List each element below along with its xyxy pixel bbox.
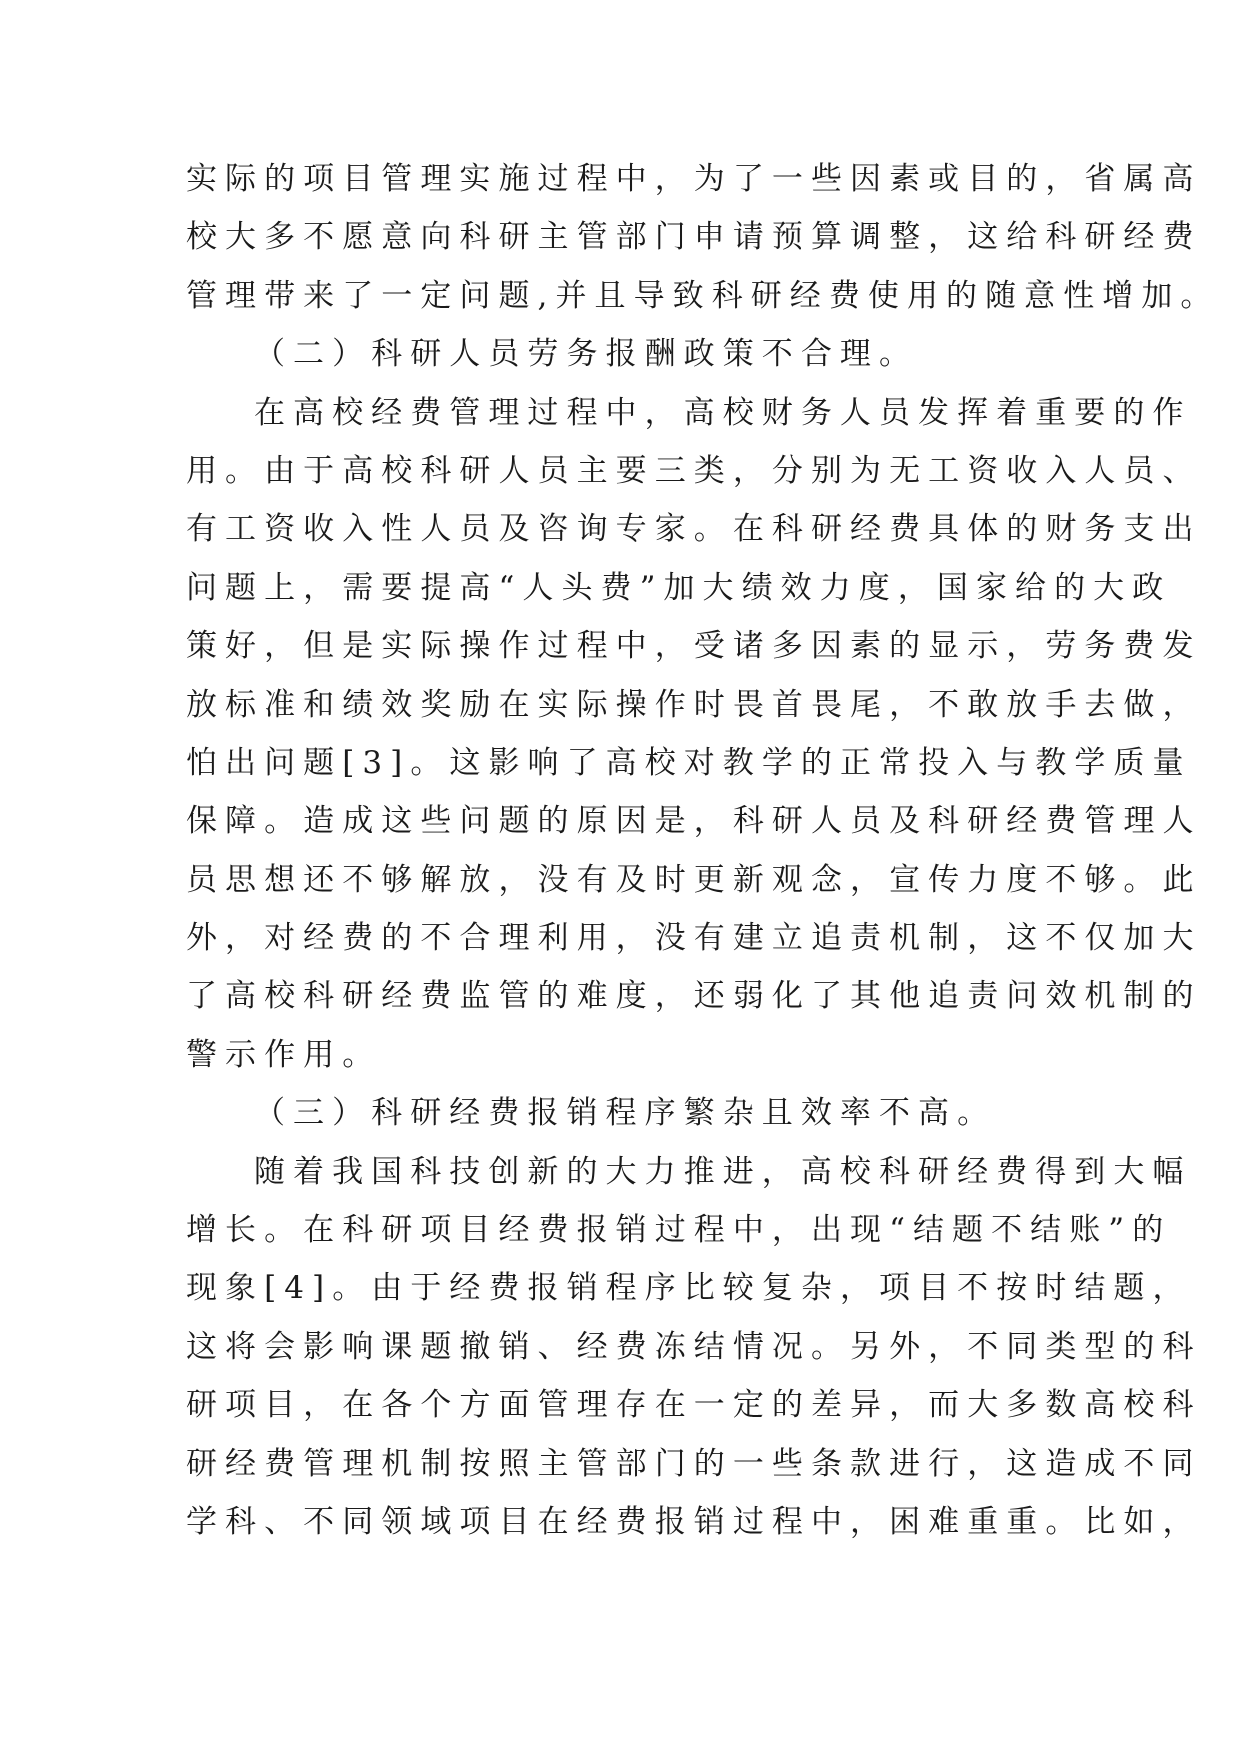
document-body (186, 150, 1220, 1551)
text-line: 随着我国科技创新的大力推进，高校科研经费得到大幅 (254, 1153, 1192, 1190)
text-line: 实际的项目管理实施过程中，为了一些因素或目的，省属高 (186, 161, 1202, 197)
text-line: 在高校经费管理过程中，高校财务人员发挥着重要的作 (254, 394, 1192, 431)
text-line: 警示作用。 (186, 1036, 382, 1073)
text-line: 管理带来了一定问题,并且导致科研经费使用的随意性增加。 (186, 277, 1220, 314)
text-line: 用。由于高校科研人员主要三类，分别为无工资收入人员、 (186, 452, 1202, 489)
text-line: 外，对经费的不合理利用，没有建立追责机制，这不仅加大 (186, 920, 1202, 957)
text-line: 保障。造成这些问题的原因是，科研人员及科研经费管理人 (186, 803, 1202, 840)
text-line: 了高校科研经费监管的难度，还弱化了其他追责问效机制的 (186, 978, 1202, 1015)
text-line: 有工资收入性人员及咨询专家。在科研经费具体的财务支出 (186, 511, 1202, 548)
text-line: 策好，但是实际操作过程中，受诸多因素的显示，劳务费发 (186, 628, 1202, 665)
text-line: 员思想还不够解放，没有及时更新观念，宣传力度不够。此 (186, 861, 1202, 898)
text-line: 现象[4]。由于经费报销程序比较复杂，项目不按时结题， (186, 1270, 1192, 1307)
text-line: 学科、不同领域项目在经费报销过程中，困难重重。比如， (186, 1503, 1202, 1540)
section-heading: （二）科研人员劳务报酬政策不合理。 (254, 336, 919, 373)
text-line: 研项目，在各个方面管理存在一定的差异，而大多数高校科 (186, 1387, 1202, 1424)
text-line: 增长。在科研项目经费报销过程中，出现“结题不结账”的 (186, 1212, 1172, 1249)
text-line: 校大多不愿意向科研主管部门申请预算调整，这给科研经费 (186, 219, 1202, 256)
text-line: 放标准和绩效奖励在实际操作时畏首畏尾，不敢放手去做， (186, 686, 1202, 723)
text-line: 这将会影响课题撤销、经费冻结情况。另外，不同类型的科 (186, 1328, 1202, 1365)
text-line: 怕出问题[3]。这影响了高校对教学的正常投入与教学质量 (186, 744, 1192, 781)
text-line: 问题上，需要提高“人头费”加大绩效力度，国家给的大政 (186, 569, 1172, 606)
text-line: 研经费管理机制按照主管部门的一些条款进行，这造成不同 (186, 1445, 1202, 1482)
section-heading: （三）科研经费报销程序繁杂且效率不高。 (254, 1095, 997, 1132)
